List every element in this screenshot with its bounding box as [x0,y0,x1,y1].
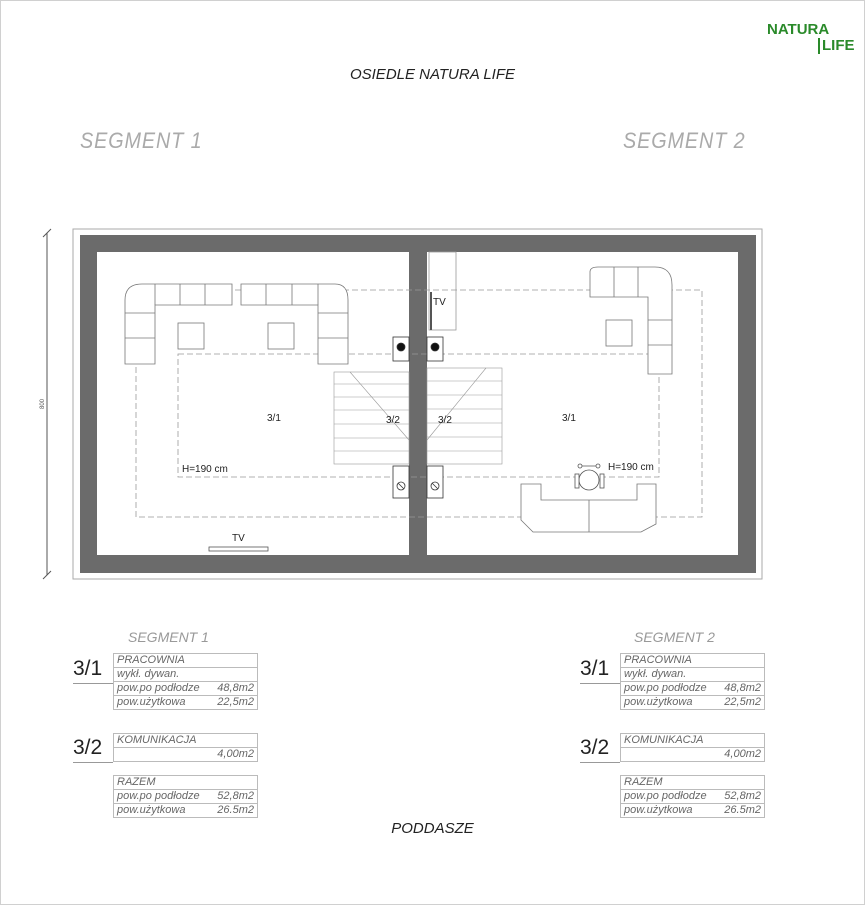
right-table [606,320,632,346]
room-left-stairs-label: 3/2 [386,415,400,426]
logo-line1: NATURA [767,21,830,38]
left-total-floor-value: 52,8m2 [210,790,257,804]
left-room1-floor: wykł. dywan. [114,668,258,682]
right-room2-underline [580,762,620,763]
right-total-name: RAZEM [621,776,765,790]
left-room2-table [113,733,258,762]
left-room2-number: 3/2 [73,736,103,759]
segment-2-heading: SEGMENT 2 [623,128,746,153]
right-total-usable-value: 26.5m2 [717,804,764,818]
right-total-floor-label: pow.po podłodze [621,790,718,804]
logo-line2: LIFE [818,38,855,54]
left-room1-usable-label: pow.użytkowa [114,696,211,710]
left-room2-area: 4,00m2 [114,748,258,762]
left-total-name: RAZEM [114,776,258,790]
left-table-heading: SEGMENT 1 [128,629,209,645]
tv-top-label: TV [433,297,446,308]
tv-bottom-label: TV [232,533,245,544]
left-room2-underline [73,762,113,763]
right-room1-floor-area-label: pow.po podłodze [621,682,718,696]
room-right-main-label: 3/1 [562,413,576,424]
left-room1-underline [73,683,113,684]
right-room1-floor-area-value: 48,8m2 [717,682,764,696]
right-room1-usable-value: 22,5m2 [717,696,764,710]
page-title: OSIEDLE NATURA LIFE [349,66,516,83]
segment-1-heading: SEGMENT 1 [80,128,203,153]
right-room1-number: 3/1 [580,657,610,680]
left-room2-name: KOMUNIKACJA [114,734,258,748]
right-room2-name: KOMUNIKACJA [621,734,765,748]
right-room2-number: 3/2 [580,736,610,759]
dimension-label: 800 [40,398,46,410]
height-left-label: H=190 cm [182,464,228,475]
left-room1-floor-area-label: pow.po podłodze [114,682,211,696]
floor-name-footer: PODDASZE [391,820,474,837]
left-total-table [113,775,258,818]
left-total-usable-value: 26.5m2 [210,804,257,818]
right-table-heading: SEGMENT 2 [634,629,715,645]
right-room1-underline [580,683,620,684]
right-room2-table [620,733,765,762]
left-room1-name: PRACOWNIA [114,654,258,668]
right-room1-table [620,653,765,710]
left-total-floor-label: pow.po podłodze [114,790,211,804]
right-room1-usable-label: pow.użytkowa [621,696,718,710]
height-right-label: H=190 cm [608,462,654,473]
right-room1-name: PRACOWNIA [621,654,765,668]
left-room1-floor-area-value: 48,8m2 [210,682,257,696]
left-room1-table [113,653,258,710]
right-total-floor-value: 52,8m2 [717,790,764,804]
left-total-usable-label: pow.użytkowa [114,804,211,818]
right-total-table [620,775,765,818]
room-left-main-label: 3/1 [267,413,281,424]
left-room1-number: 3/1 [73,657,103,680]
room-right-stairs-label: 3/2 [438,415,452,426]
tv-bottom-icon [209,547,268,551]
right-room1-floor: wykł. dywan. [621,668,765,682]
right-total-usable-label: pow.użytkowa [621,804,718,818]
right-room2-area: 4,00m2 [621,748,765,762]
left-room1-usable-value: 22,5m2 [210,696,257,710]
